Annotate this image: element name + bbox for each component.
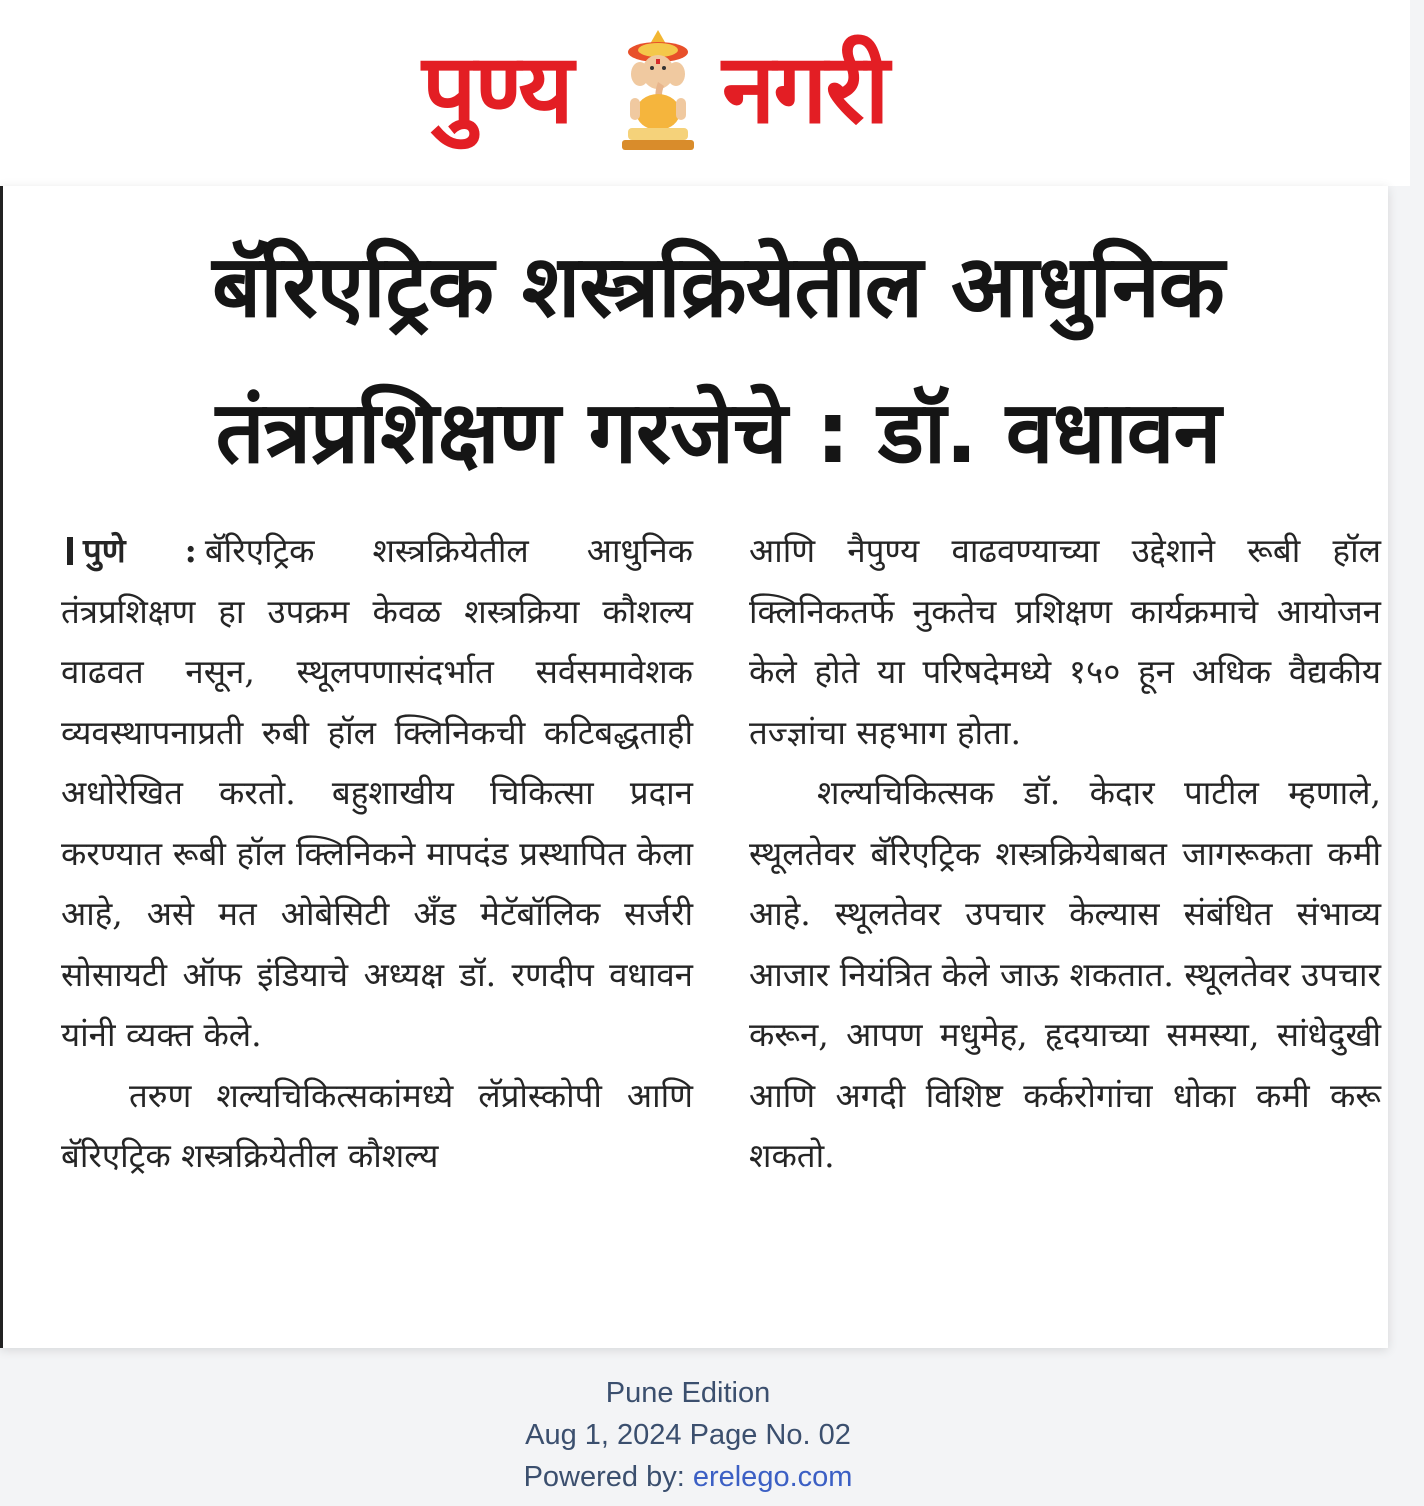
erelego-link[interactable]: erelego.com xyxy=(692,1461,853,1493)
ganesha-emblem-icon xyxy=(608,26,708,156)
masthead-word-left: पुण्य xyxy=(422,33,572,145)
article-paragraph: शल्यचिकित्सक डॉ. केदार पाटील म्हणाले, स्थूलतेवर बॅरिएट्रिक शस्त्रक्रियेबाबत जागरूकता कमी आहे. स्थूलतेवर उपचार केल्यास संबंधित संभाव्य आजार नियंत्रित केले जाऊ शकतात. स्थूलतेवर उपचार करून, आपण मधुमेह, हृदयाच्या समस्या, सांधेदुखी आणि अगदी विशिष्ट कर्करोगांचा धोका कमी करू शकतो. xyxy=(749,773,1381,1175)
masthead-area xyxy=(0,0,1410,186)
dateline-marker xyxy=(67,537,73,565)
article-paragraph: तरुण शल्यचिकित्सकांमध्ये लॅप्रोस्कोपी आणि बॅरिएट्रिक शस्त्रक्रियेतील कौशल्य xyxy=(61,1075,693,1175)
article-paragraph: आणि नैपुण्य वाढवण्याच्या उद्देशाने रूबी हॉल क्लिनिकतर्फे नुकतेच प्रशिक्षण कार्यक्रमाचे आयोजन केले होते या परिषदेमध्ये १५० हून अधिक वैद्यकीय तज्ज्ञांचा सहभाग होता. xyxy=(749,531,1381,752)
article-paragraph xyxy=(61,521,693,1066)
edition-name: Pune Edition xyxy=(605,1377,771,1409)
article-column-left xyxy=(61,521,693,1187)
edition-footer xyxy=(388,1372,988,1498)
edition-date-page: Aug 1, 2024 Page No. 02 xyxy=(525,1419,851,1451)
masthead-word-right: नगरी xyxy=(722,33,888,145)
article-headline: बॅरिएट्रिक शस्त्रक्रियेतील आधुनिक तंत्रप्रशिक्षण गरजेचे : डॉ. वधावन xyxy=(212,237,1224,483)
powered-by-label: Powered by: xyxy=(523,1461,685,1493)
paragraph-text: बॅरिएट्रिक शस्त्रक्रियेतील आधुनिक तंत्रप्रशिक्षण हा उपक्रम केवळ शस्त्रक्रिया कौशल्य वाढवत नसून, स्थूलपणासंदर्भात सर्वसमावेशक व्यवस्थापनाप्रती रुबी हॉल क्लिनिकची कटिबद्धताही अधोरेखित करतो. बहुशाखीय चिकित्सा प्रदान करण्यात रूबी हॉल क्लिनिकने मापदंड प्रस्थापित केला आहे, असे मत ओबेसिटी अँड मेटॅबॉलिक सर्जरी सोसायटी ऑफ इंडियाचे अध्यक्ष डॉ. रणदीप वधावन यांनी व्यक्त केले. xyxy=(61,531,693,1054)
newspaper-masthead xyxy=(420,18,980,168)
powered-by-line xyxy=(388,1456,988,1498)
article-clipping xyxy=(0,186,1388,1348)
article-column-right xyxy=(749,521,1381,1187)
article-dateline: पुणे : xyxy=(83,531,197,570)
